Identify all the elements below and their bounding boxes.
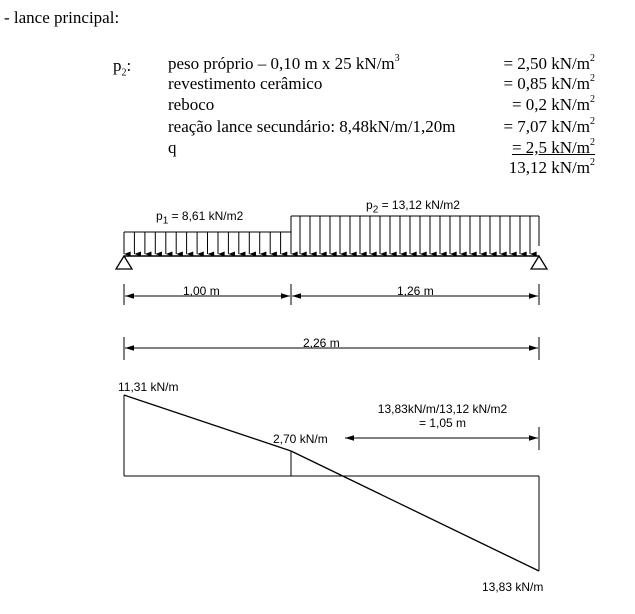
heading: - lance principal:: [4, 8, 120, 27]
load-label: $p_2$:: [113, 56, 132, 79]
load-item-desc: revestimento cerâmico: [168, 74, 323, 93]
load-item-desc: q: [168, 138, 177, 157]
right-support: [531, 256, 547, 269]
p2-sub: 2: [372, 204, 379, 216]
left-support: [116, 256, 132, 269]
zero-shear-note-line-1: 13,83kN/m/13,12 kN/m2: [377, 402, 508, 416]
load-item-value-text: = 0,2 kN/m: [511, 95, 590, 114]
dimension-label-total: 2,26 m: [303, 336, 340, 350]
load-item-desc: reboco: [168, 95, 215, 114]
zero-shear-note-line-2: = 1,05 m: [418, 416, 467, 430]
distributed-load-p2: [291, 216, 539, 254]
load-item-value-sup: 2: [590, 73, 595, 85]
load-total-sup: 2: [590, 157, 595, 169]
load-label-sub: 2: [121, 67, 127, 79]
p1-value: = 8,61 kN/m2: [168, 209, 244, 223]
dimension-label-segment-2: 1,26 m: [397, 284, 434, 298]
load-arrows-p1: [124, 232, 291, 254]
distributed-load-p1: [124, 232, 291, 254]
load-item-value-sup: 2: [590, 137, 595, 149]
p2-value: = 13,12 kN/m2: [378, 198, 460, 212]
dimension-label-segment-1: 1,00 m: [183, 284, 220, 298]
load-item-value-text: = 2,5 kN/m: [511, 138, 590, 157]
load-item-desc-text: peso próprio – 0,10 m x 25 kN/m: [168, 54, 395, 73]
shear-line-segment-2: [291, 451, 539, 571]
load-item-desc: reação lance secundário: 8,48kN/m/1,20m: [168, 117, 456, 136]
load-item-desc-sup: 3: [394, 53, 400, 65]
p1-prefix: p: [156, 209, 163, 223]
shear-mid-value: 2,70 kN/m: [273, 432, 328, 446]
p1-label: [156, 209, 244, 227]
shear-line-segment-1: [124, 395, 291, 451]
load-item-value-text: = 2,50 kN/m: [503, 54, 590, 73]
load-item-value-sup: 2: [590, 53, 595, 65]
load-item-value-sup: 2: [590, 94, 595, 106]
p2-prefix: p: [366, 198, 373, 212]
p1-sub: 1: [162, 215, 169, 227]
load-item-value-sup: 2: [590, 116, 595, 128]
p2-label: [366, 198, 460, 216]
load-item-value-text: = 0,85 kN/m: [503, 74, 590, 93]
load-item-value-text: = 7,07 kN/m: [503, 117, 590, 136]
shear-right-value: 13,83 kN/m: [482, 580, 544, 594]
load-arrows-p2: [300, 216, 530, 254]
load-total-text: 13,12 kN/m: [508, 158, 590, 177]
shear-left-value: 11,31 kN/m: [118, 380, 179, 394]
